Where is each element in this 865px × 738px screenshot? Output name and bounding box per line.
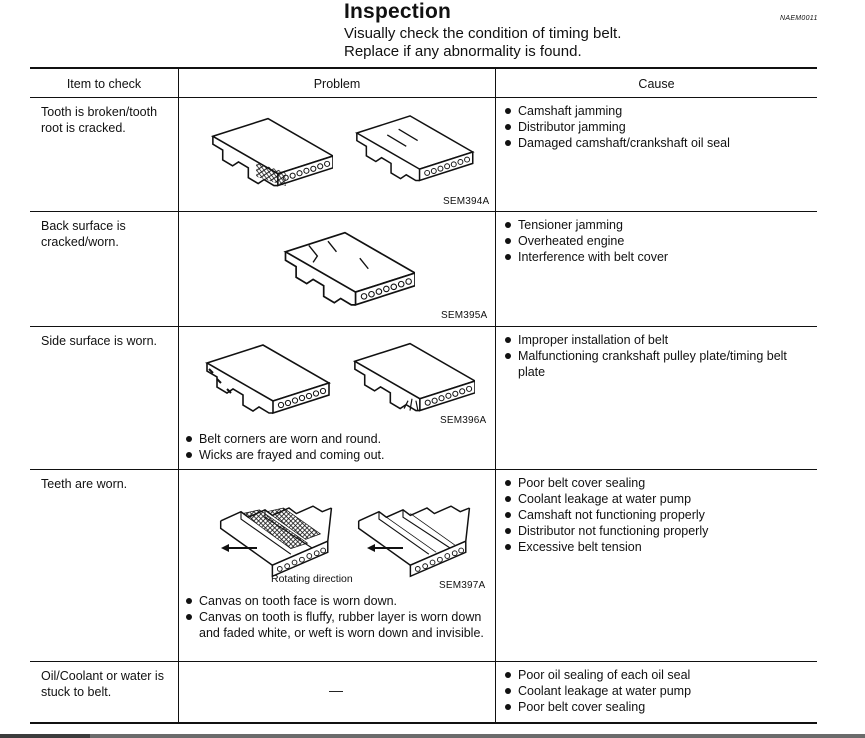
worn-teeth-belt-illustration: [213, 484, 341, 580]
frayed-wicks-belt-illustration: [347, 341, 475, 421]
problem-cell: [178, 470, 495, 661]
cause-item: Malfunctioning crankshaft pulley plate/timing belt plate: [504, 348, 811, 380]
table-row: [30, 327, 817, 470]
item-cell: Side surface is worn.: [41, 334, 158, 348]
column-header-problem: Problem: [178, 69, 495, 97]
cause-item: Poor belt cover sealing: [504, 699, 811, 715]
cause-list: [504, 103, 811, 151]
cause-item: Improper installation of belt: [504, 332, 811, 348]
worn-side-belt-illustration: [197, 343, 331, 423]
cause-item: Distributor not functioning properly: [504, 523, 811, 539]
page-title: Inspection: [344, 0, 452, 23]
problem-note: Canvas on tooth face is worn down.: [185, 593, 485, 609]
scrollbar-thumb[interactable]: [0, 734, 90, 738]
cause-cell: [495, 327, 817, 469]
intro-line-1: Visually check the condition of timing belt.: [344, 25, 622, 42]
table-row: [30, 662, 817, 722]
problem-note-list: [185, 593, 485, 641]
cause-item: Interference with belt cover: [504, 249, 811, 265]
cause-cell: [495, 470, 817, 661]
cause-list: [504, 667, 811, 715]
item-cell: Oil/Coolant or water is stuck to belt.: [41, 669, 164, 699]
figure-code: SEM395A: [441, 310, 488, 321]
cause-item: Coolant leakage at water pump: [504, 683, 811, 699]
cause-item: Overheated engine: [504, 233, 811, 249]
figure-code: SEM397A: [439, 580, 486, 591]
cause-item: Tensioner jamming: [504, 217, 811, 233]
cause-cell: [495, 662, 817, 722]
rotation-arrow-icon: [219, 542, 259, 554]
broken-tooth-belt-illustration: [205, 114, 333, 198]
horizontal-scrollbar[interactable]: [0, 734, 865, 738]
problem-cell: [178, 98, 495, 211]
problem-note: Wicks are frayed and coming out.: [185, 447, 385, 463]
cause-cell: [495, 212, 817, 326]
figure-code: SEM394A: [443, 196, 490, 207]
problem-note: Belt corners are worn and round.: [185, 431, 385, 447]
cracked-tooth-root-belt-illustration: [347, 114, 475, 190]
problem-cell: [178, 212, 495, 326]
problem-note: Canvas on tooth is fluffy, rubber layer is worn down and faded white, or weft is worn down and invisible.: [185, 609, 485, 641]
table-row: [30, 98, 817, 212]
cause-item: Camshaft not functioning properly: [504, 507, 811, 523]
inspection-table: [30, 67, 817, 724]
table-header-row: [30, 69, 817, 98]
item-cell: Tooth is broken/tooth root is cracked.: [41, 105, 158, 135]
rotating-direction-caption: Rotating direction: [271, 573, 353, 585]
worn-canvas-belt-illustration: [351, 484, 479, 580]
cause-item: Poor oil sealing of each oil seal: [504, 667, 811, 683]
rotation-arrow-icon: [365, 542, 405, 554]
cause-item: Coolant leakage at water pump: [504, 491, 811, 507]
cause-item: Distributor jamming: [504, 119, 811, 135]
table-row: [30, 470, 817, 662]
item-cell: Teeth are worn.: [41, 477, 128, 491]
cause-cell: [495, 98, 817, 211]
table-row: [30, 212, 817, 327]
cause-list: [504, 217, 811, 265]
cause-list: [504, 475, 811, 555]
problem-note-list: [185, 431, 385, 463]
column-header-item: Item to check: [66, 77, 142, 91]
cracked-back-belt-illustration: [277, 230, 415, 316]
document-code: NAEM0011: [780, 15, 818, 22]
no-problem-dash: —: [329, 682, 343, 698]
intro-line-2: Replace if any abnormality is found.: [344, 43, 582, 60]
cause-list: [504, 332, 811, 380]
cause-item: Damaged camshaft/crankshaft oil seal: [504, 135, 811, 151]
column-header-cause: Cause: [495, 69, 817, 97]
cause-item: Excessive belt tension: [504, 539, 811, 555]
intro-text: [344, 25, 621, 61]
cause-item: Poor belt cover sealing: [504, 475, 811, 491]
cause-item: Camshaft jamming: [504, 103, 811, 119]
item-cell: Back surface is cracked/worn.: [41, 219, 126, 249]
problem-cell: [178, 327, 495, 469]
problem-cell: [178, 662, 495, 722]
figure-code: SEM396A: [440, 415, 487, 426]
